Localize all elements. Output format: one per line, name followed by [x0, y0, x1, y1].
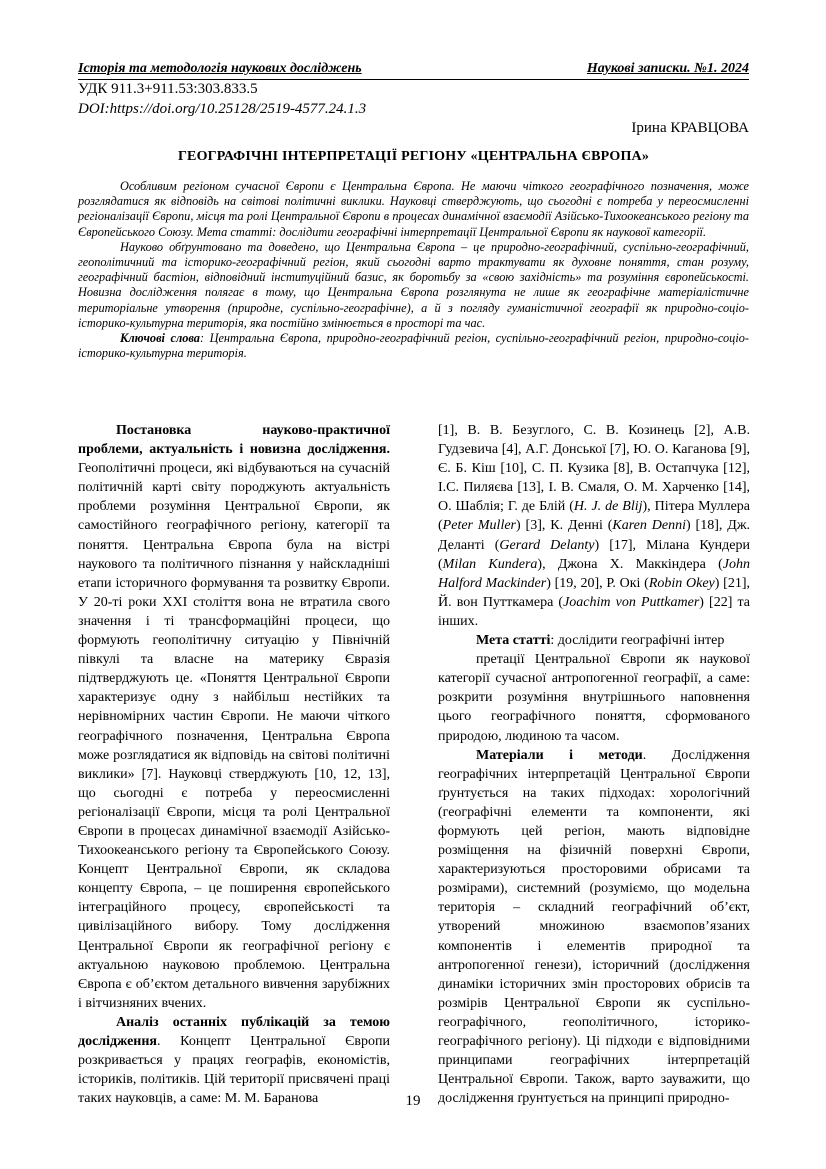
author-latin-name: Robin Okey [648, 575, 715, 591]
abstract-paragraph: Особливим регіоном сучасної Європи є Центральна Європа. Не маючи чіткого географічного позначення, може розглядатися як відповідь на світові політичні виклики. Науковці стверджують, що сьогодні є потреба у переосмисленні регіоналізації Європи, місця та ролі Центральної Європи в процесах динамічної взаємодії Азійсько-Тихоокеанського регіону та Європейського Союзу. Мета статті: дослідити географічні інтерпретації Центральної Європи як наукової категорії. [78, 179, 749, 239]
keywords [78, 331, 749, 361]
paragraph-text: : дослідити географічні інтер [550, 633, 725, 649]
section-heading: Аналіз останніх публікацій за темою дослідження [78, 1014, 390, 1049]
section-heading: Мета статті [476, 633, 551, 649]
body-paragraph [438, 746, 750, 1109]
body-paragraph: претації Центральної Європи як наукової категорії сучасної антропогенної географії, а саме: розкрити розуміння внутрішнього наповнення цього географічного поняття, сформованого природою, людиною та часом. [438, 652, 750, 744]
author-latin-name: Milan Kundera [442, 556, 538, 572]
section-heading: Постановка науково-практичної проблеми, актуальність і новизна дослідження. [78, 423, 390, 458]
left-column [78, 421, 390, 1108]
author-latin-name: John Halford Mackinder [438, 556, 750, 591]
page-number: 19 [405, 1093, 421, 1109]
author-latin-name: Peter Muller [442, 518, 516, 534]
paragraph-text: ), Пітера Муллера ( [438, 499, 751, 534]
abstract [78, 179, 749, 361]
keywords-text: : Центральна Європа, природно-географічний регіон, суспільно-географічний регіон, природно-соціо-історико-культурна територія. [78, 331, 749, 361]
paragraph-text: ), Джона Х. Маккіндера ( [537, 556, 723, 572]
author-latin-name: Karen Denni [612, 518, 686, 534]
section-heading: Матеріали і методи [476, 747, 643, 763]
body-paragraph [78, 421, 390, 1013]
paragraph-text: ) [19, 20], Р. Окі ( [546, 575, 649, 591]
header-journal-issue: Наукові записки. №1. 2024 [586, 61, 749, 76]
paragraph-text: ) [22] та інших. [438, 594, 751, 629]
paragraph-text: [1], В. В. Безуглого, С. В. Козинець [2], А.В. Гудзевича [4], А.Г. Донської [7], Ю. О. Каганова [9], Є. Б. Кіш [10], С. П. Кузика [8], В. Остапчука [12], І.С. Пиляєва [13], І. В. Смаля, О. М. Харченко [14], О. Шаблія; Г. де Блій ( [438, 423, 750, 515]
author-latin-name: H. J. de Blij [573, 499, 643, 515]
paragraph-text: ) [18], Дж. Деланті ( [438, 518, 750, 553]
author-latin-name: Gerard Delanty [499, 537, 595, 553]
abstract-paragraph: Науково обґрунтовано та доведено, що Центральна Європа – це природно-географічний, суспільно-географічний, геополітичний та історико-географічний регіон, який сьогодні варто трактувати як духовне поняття, стан розуму, географічний бастіон, відповідний інституційний базис, як боротьбу за «свою західність» та розуміння європейськості. Новизна дослідження полягає в тому, що Центральна Європа розглянута не лише як географічне матеріалістичне територіальне утворення (природне, суспільно-географічне), а й з погляду гуманістичної географії як природно-соціо-історико-культурна територія, яка постійно змінюється в просторі та час. [78, 239, 749, 330]
running-header [78, 59, 749, 80]
paragraph-text: . Концепт Центральної Європи розкривається у працях географів, економістів, істориків, політиків. Цій території присвячені праці таких науковців, а саме: М. М. Баранова [78, 1034, 390, 1107]
paragraph-text: ) [17], Мілана Кундери ( [438, 537, 751, 572]
paragraph-text: . Дослідження географічних інтерпретацій Центральної Європи ґрунтується на таких підходах: хорологічний (географічні елементи та компоненти, які формують цей регіон, мають відповідне розміщення на фізичній поверхні Європи, характеризуються просторовими обрисами та розмірами), системний (розуміємо, що модельна територія – складний географічний об’єкт, утворений множиною взаємопов’язаних компонентів і елементів природної та антропогенної генези), історичний (дослідження динаміки історичних змін просторових обрисів та розмірів Центральної Європи як суспільно-географічного, геополітичного, історико-географічного регіону). Ці підходи є відповідними принципами географічних інтерпретацій Центральної Європи. Також, варто зауважити, що дослідження ґрунтується на принципі природно- [438, 747, 750, 1107]
author-name: Ірина КРАВЦОВА [631, 120, 749, 136]
body-paragraph [438, 421, 750, 631]
doi-link[interactable]: DOI:https://doi.org/10.25128/2519-4577.24.1.3 [78, 101, 367, 117]
udk-code: УДК 911.3+911.53:303.833.5 [78, 81, 258, 97]
body-paragraph [438, 631, 750, 650]
author-latin-name: Joachim von Puttkamer [563, 594, 700, 610]
paragraph-text: ) [3], К. Денні ( [516, 518, 613, 534]
paragraph-text: ) [21], Й. вон Путткамера ( [438, 575, 750, 610]
right-column [438, 421, 750, 1108]
article-title: ГЕОГРАФІЧНІ ІНТЕРПРЕТАЦІЇ РЕГІОНУ «ЦЕНТРАЛЬНА ЄВРОПА» [177, 149, 650, 164]
keywords-label: Ключові слова [120, 331, 200, 346]
header-section-title: Історія та методологія наукових досліджень [78, 61, 362, 76]
paragraph-text: Геополітичні процеси, які відбуваються на сучасній політичній карті світу породжують актуальність проблеми розуміння Центральної Європи, як самостійного географічного регіону, категорії та поняття. Центральна Європа була на вістрі наукового та політичного пізнання у найскладніші етапи історичного формування та розвитку Європи. У 20-ті роки ХХІ століття вона не втратила свого значення і ті трансформаційні процеси, що формують геополітичну ситуацію у Північній півкулі та власне на материку Євразія підтверджують це. «Поняття Центральної Європи характеризує одну з найбільш нестійких та нерівномірних частин Європи. Не маючи чіткого географічного позначення, Центральна Європа може розглядатися як відповідь на світові політичні виклики» [7]. Науковці стверджують [10, 12, 13], що сьогодні є потреба у переосмисленні регіоналізації Європи, місця та ролі Центральної Європи в процесах динамічної взаємодії Азійсько-Тихоокеанського регіону та Європейського Союзу. Концепт Центральної Європи, як складова концепту Європа, – це поширення європейського інтеграційного процесу, європейськості та цивілізаційного вибору. Тому дослідження Центральної Європи як географічної регіону є актуальною науковою проблемою. Центральна Європа є об’єктом детального вивчення зарубіжних і вітчизняних вчених. [78, 461, 390, 1011]
